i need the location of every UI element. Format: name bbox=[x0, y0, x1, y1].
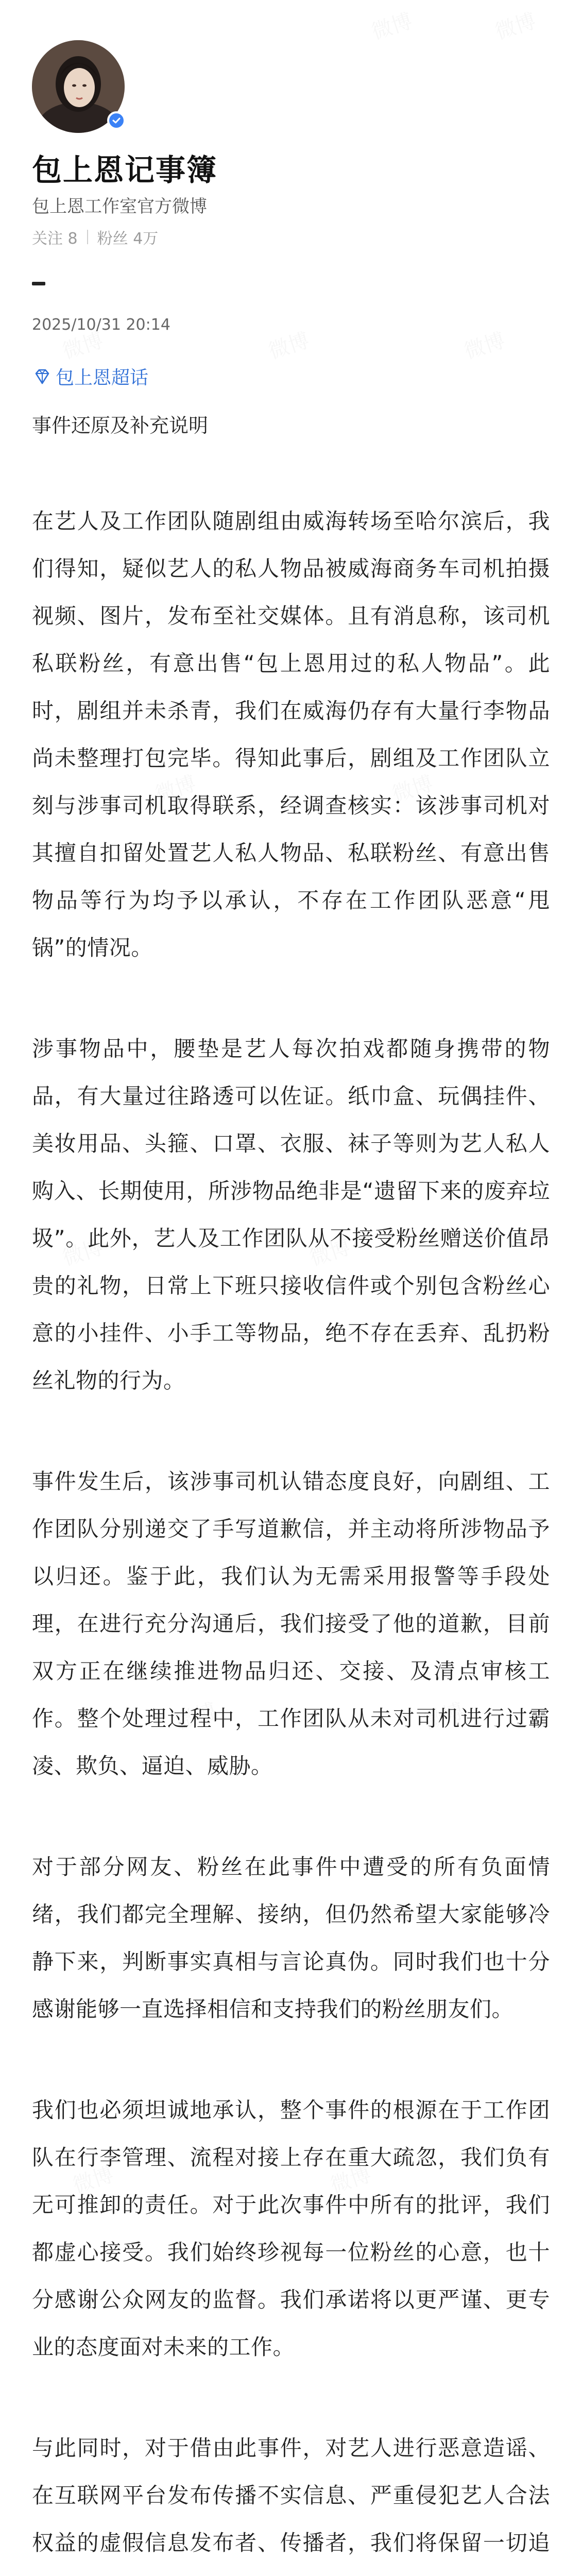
post-timestamp: 2025/10/31 20:14 bbox=[32, 316, 170, 334]
topic-label: 包上恩超话 bbox=[56, 367, 149, 388]
account-bio: 包上恩工作室官方微博 bbox=[32, 196, 207, 217]
post-paragraph: 我们也必须坦诚地承认，整个事件的根源在于工作团队在行李管理、流程对接上存在重大疏忽，我们负有无可推卸的责任。对于此次事件中所有的批评，我们都虚心接受。我们始终珍视每一位粉丝的心意，也十分感谢公众网友的监督。我们承诺将以更严谨、更专业的态度面对未来的工作。 bbox=[32, 2097, 550, 2360]
fans-stat[interactable] bbox=[97, 226, 159, 248]
follow-label: 关注 bbox=[32, 230, 63, 248]
account-stats bbox=[32, 226, 158, 248]
diamond-icon bbox=[32, 366, 53, 387]
watermark bbox=[367, 5, 416, 45]
post-subject: 事件还原及补充说明 bbox=[32, 414, 209, 437]
topic-link[interactable] bbox=[32, 363, 148, 389]
post-paragraph: 事件发生后，该涉事司机认错态度良好，向剧组、工作团队分别递交了手写道歉信，并主动将所涉物品予以归还。鉴于此，我们认为无需采用报警等手段处理，在进行充分沟通后，我们接受了他的道歉，目前双方正在继续推进物品归还、交接、及清点审核工作。整个处理过程中，工作团队从未对司机进行过霸凌、欺负、逼迫、威胁。 bbox=[32, 1469, 550, 1778]
stats-divider bbox=[87, 230, 88, 244]
post-paragraph: 与此同时，对于借由此事件，对艺人进行恶意造谣、在互联网平台发布传播不实信息、严重侵犯艺人合法权益的虚假信息发布者、传播者，我们将保留一切追 bbox=[32, 2435, 550, 2555]
post-paragraph: 在艺人及工作团队随剧组由威海转场至哈尔滨后，我们得知，疑似艺人的私人物品被威海商务车司机拍摄视频、图片，发布至社交媒体。且有消息称，该司机私联粉丝，有意出售“包上恩用过的私人物品”。此时，剧组并未杀青，我们在威海仍存有大量行李物品尚未整理打包完毕。得知此事后，剧组及工作团队立刻与涉事司机取得联系，经调查核实：该涉事司机对其擅自扣留处置艺人私人物品、私联粉丝、有意出售物品等行为均予以承认，不存在工作团队恶意“甩锅”的情况。 bbox=[32, 509, 550, 960]
follow-stat[interactable] bbox=[32, 226, 78, 248]
account-name[interactable]: 包上恩记事簿 bbox=[32, 152, 218, 188]
watermark bbox=[264, 324, 313, 365]
follow-count: 8 bbox=[67, 230, 78, 248]
fans-count: 4万 bbox=[133, 230, 159, 248]
verified-badge-icon bbox=[107, 111, 126, 130]
watermark bbox=[491, 5, 539, 45]
post-paragraph: 对于部分网友、粉丝在此事件中遭受的所有负面情绪，我们都完全理解、接纳，但仍然希望大家能够冷静下来，判断事实真相与言论真伪。同时我们也十分感谢能够一直选择相信和支持我们的粉丝朋友们。 bbox=[32, 1854, 550, 2022]
post-body bbox=[32, 498, 550, 2576]
fans-label: 粉丝 bbox=[97, 230, 128, 248]
watermark bbox=[460, 324, 508, 365]
section-divider bbox=[32, 282, 45, 285]
post-paragraph: 涉事物品中，腰垫是艺人每次拍戏都随身携带的物品，有大量过往路透可以佐证。纸巾盒、玩偶挂件、美妆用品、头箍、口罩、衣服、袜子等则为艺人私人购入、长期使用，所涉物品绝非是“遗留下来的废弃垃圾”。此外，艺人及工作团队从不接受粉丝赠送价值昂贵的礼物，日常上下班只接收信件或个别包含粉丝心意的小挂件、小手工等物品，绝不存在丢弃、乱扔粉丝礼物的行为。 bbox=[32, 1036, 550, 1393]
